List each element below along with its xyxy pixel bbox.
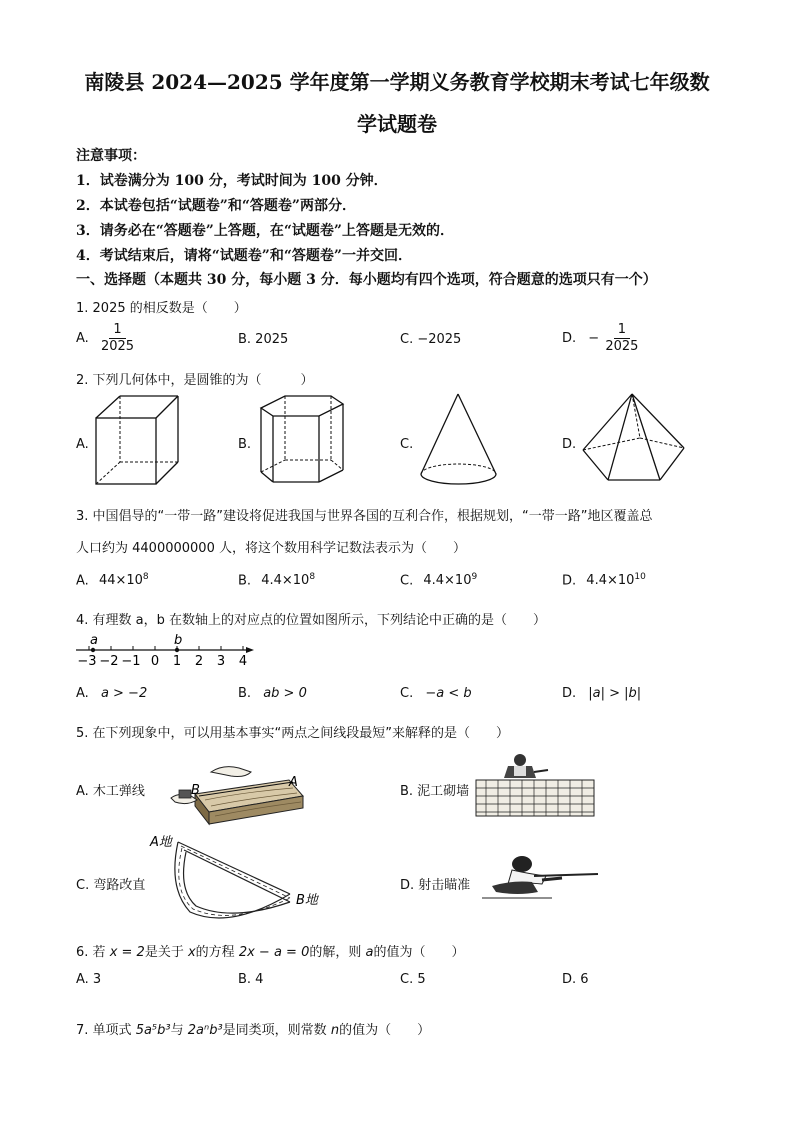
q2-stem: 2. 下列几何体中，是圆锥的为（ ） bbox=[76, 373, 314, 388]
q3-c-expr: 4.4×10 bbox=[423, 573, 472, 589]
q6-stem-pre: 6. 若 bbox=[76, 945, 106, 960]
q3-option-d bbox=[562, 572, 646, 588]
q3-a-expr: 44×10 bbox=[98, 573, 143, 589]
q6-stem-mid3: 的解，则 bbox=[309, 945, 362, 960]
q7-stem bbox=[76, 1019, 430, 1038]
q5-option-a: A. 木工弹线 bbox=[76, 784, 145, 799]
notice-heading: 注意事项： bbox=[76, 148, 146, 164]
q4-option-a bbox=[76, 686, 147, 701]
q4-c-expr: −a < b bbox=[425, 686, 472, 701]
point-b-dot bbox=[175, 648, 179, 652]
q3-b-exponent: 8 bbox=[309, 572, 316, 582]
q1-a-label: A. bbox=[76, 331, 89, 346]
number-line bbox=[74, 633, 256, 669]
q3-stem-line2: 人口约为 4400000000 人，将这个数用科学记数法表示为（ ） bbox=[76, 541, 466, 556]
img-c-point-b: B地 bbox=[296, 893, 318, 908]
carpenter-chalk-line-illustration bbox=[155, 760, 307, 826]
q7-stem-post: 的值为（ ） bbox=[339, 1023, 431, 1038]
q1-d-label: D. bbox=[562, 331, 577, 346]
q1-option-a bbox=[76, 322, 134, 355]
q3-b-expr: 4.4×10 bbox=[261, 573, 310, 589]
q6-var-x: x bbox=[187, 945, 196, 960]
q5-stem: 5. 在下列现象中，可以用基本事实“两点之间线段最短”来解释的是（ ） bbox=[76, 726, 510, 741]
q5-option-c: C. 弯路改直 bbox=[76, 878, 146, 893]
q4-option-d bbox=[562, 686, 641, 701]
q1-d-denominator: 2025 bbox=[605, 339, 639, 354]
shooter-aiming-illustration bbox=[482, 852, 602, 904]
q7-term2: 2aⁿb³ bbox=[187, 1023, 223, 1038]
q4-d-expr: |a| > |b| bbox=[588, 686, 642, 701]
q1-a-numerator: 1 bbox=[109, 322, 125, 339]
q6-stem bbox=[76, 941, 465, 960]
tick-label: −1 bbox=[121, 654, 141, 669]
q3-d-expr: 4.4×10 bbox=[586, 573, 635, 589]
road-straightening-illustration bbox=[150, 832, 330, 930]
point-b-label: b bbox=[174, 633, 183, 648]
cube-figure bbox=[94, 394, 180, 488]
q7-var-n: n bbox=[330, 1023, 340, 1038]
q6-eq2: 2x − a = 0 bbox=[238, 945, 310, 960]
section-heading-choice: 一、选择题（本题共 30 分，每小题 3 分．每小题均有四个选项，符合题意的选项只有一个） bbox=[76, 272, 657, 288]
q3-c-label: C. bbox=[400, 573, 414, 589]
tick-label: 4 bbox=[238, 654, 248, 669]
q6-stem-post: 的值为（ ） bbox=[373, 945, 465, 960]
q3-option-b bbox=[238, 572, 315, 588]
q1-d-sign: − bbox=[588, 331, 600, 346]
q4-a-expr: a > −2 bbox=[100, 686, 148, 701]
q3-d-label: D. bbox=[562, 573, 577, 589]
q2-option-c: C. bbox=[400, 437, 414, 452]
q3-option-a bbox=[76, 572, 149, 588]
q6-stem-mid2: 的方程 bbox=[195, 945, 235, 960]
q1-a-denominator: 2025 bbox=[100, 339, 135, 354]
q1-stem: 1. 2025 的相反数是（ ） bbox=[76, 301, 247, 316]
q2-option-b: B. bbox=[238, 437, 252, 452]
q7-term1: 5a⁵b³ bbox=[135, 1023, 171, 1038]
q3-b-label: B. bbox=[238, 573, 252, 589]
q4-option-c bbox=[400, 686, 472, 701]
page-title-line1: 南陵县 2024—2025 学年度第一学期义务教育学校期末考试七年级数 bbox=[84, 70, 710, 94]
q2-option-a: A. bbox=[76, 437, 89, 452]
tick-label: 1 bbox=[172, 654, 182, 669]
q4-c-label: C. bbox=[400, 686, 414, 701]
tick-label: 0 bbox=[150, 654, 160, 669]
q5-option-d: D. 射击瞄准 bbox=[400, 878, 471, 893]
bricklayer-illustration bbox=[476, 752, 594, 816]
q2-option-d: D. bbox=[562, 437, 577, 452]
tick-label: 3 bbox=[216, 654, 226, 669]
q3-a-label: A. bbox=[76, 573, 89, 589]
q7-stem-pre: 7. 单项式 bbox=[76, 1023, 132, 1038]
q3-d-exponent: 10 bbox=[634, 572, 646, 582]
q4-option-b bbox=[238, 686, 307, 701]
q6-var-a: a bbox=[365, 945, 374, 960]
q6-option-a: A. 3 bbox=[76, 972, 102, 987]
notice-item-1: 1．试卷满分为 100 分，考试时间为 100 分钟． bbox=[76, 173, 388, 189]
img-a-point-b: B bbox=[191, 783, 200, 798]
q4-a-label: A. bbox=[76, 686, 89, 701]
point-a-dot bbox=[91, 648, 95, 652]
q1-a-fraction bbox=[101, 322, 134, 355]
q1-option-d bbox=[562, 322, 638, 355]
q6-option-d: D. 6 bbox=[562, 972, 589, 987]
q4-b-expr: ab > 0 bbox=[263, 686, 307, 701]
q1-option-c: C. −2025 bbox=[400, 332, 462, 347]
img-a-point-a: A bbox=[289, 775, 298, 790]
q3-a-exponent: 8 bbox=[142, 572, 149, 582]
q7-stem-mid2: 是同类项，则常数 bbox=[222, 1023, 327, 1038]
notice-item-2: 2．本试卷包括“试题卷”和“答题卷”两部分． bbox=[76, 198, 356, 214]
pyramid-figure bbox=[580, 392, 688, 486]
notice-item-3: 3．请务必在“答题卷”上答题，在“试题卷”上答题是无效的． bbox=[76, 223, 454, 239]
hexagonal-prism-figure bbox=[257, 394, 347, 490]
q6-option-b: B. 4 bbox=[238, 972, 264, 987]
q4-stem: 4. 有理数 a，b 在数轴上的对应点的位置如图所示，下列结论中正确的是（ ） bbox=[76, 613, 547, 628]
q6-stem-mid: 是关于 bbox=[144, 945, 184, 960]
q4-d-label: D. bbox=[562, 686, 577, 701]
q6-eq1: x = 2 bbox=[109, 945, 145, 960]
q4-b-label: B. bbox=[238, 686, 252, 701]
q3-stem-line1: 3. 中国倡导的“一带一路”建设将促进我国与世界各国的互利合作，根据规划，“一带一路”地区覆盖总 bbox=[76, 509, 653, 524]
cone-figure bbox=[418, 392, 500, 494]
q1-d-numerator: 1 bbox=[614, 322, 630, 339]
q1-option-b: B. 2025 bbox=[238, 332, 289, 347]
notice-item-4: 4．考试结束后，请将“试题卷”和“答题卷”一并交回． bbox=[76, 248, 412, 264]
tick-label: 2 bbox=[194, 654, 204, 669]
q7-stem-mid: 与 bbox=[170, 1023, 184, 1038]
point-a-label: a bbox=[90, 633, 98, 648]
tick-label: −3 bbox=[77, 654, 97, 669]
q1-d-fraction bbox=[605, 322, 638, 355]
img-c-point-a: A地 bbox=[150, 835, 172, 850]
page-title-line2: 学试题卷 bbox=[357, 112, 437, 136]
q3-c-exponent: 9 bbox=[471, 572, 478, 582]
q5-option-b: B. 泥工砌墙 bbox=[400, 784, 470, 799]
q6-option-c: C. 5 bbox=[400, 972, 426, 987]
q3-option-c bbox=[400, 572, 477, 588]
tick-label: −2 bbox=[99, 654, 119, 669]
